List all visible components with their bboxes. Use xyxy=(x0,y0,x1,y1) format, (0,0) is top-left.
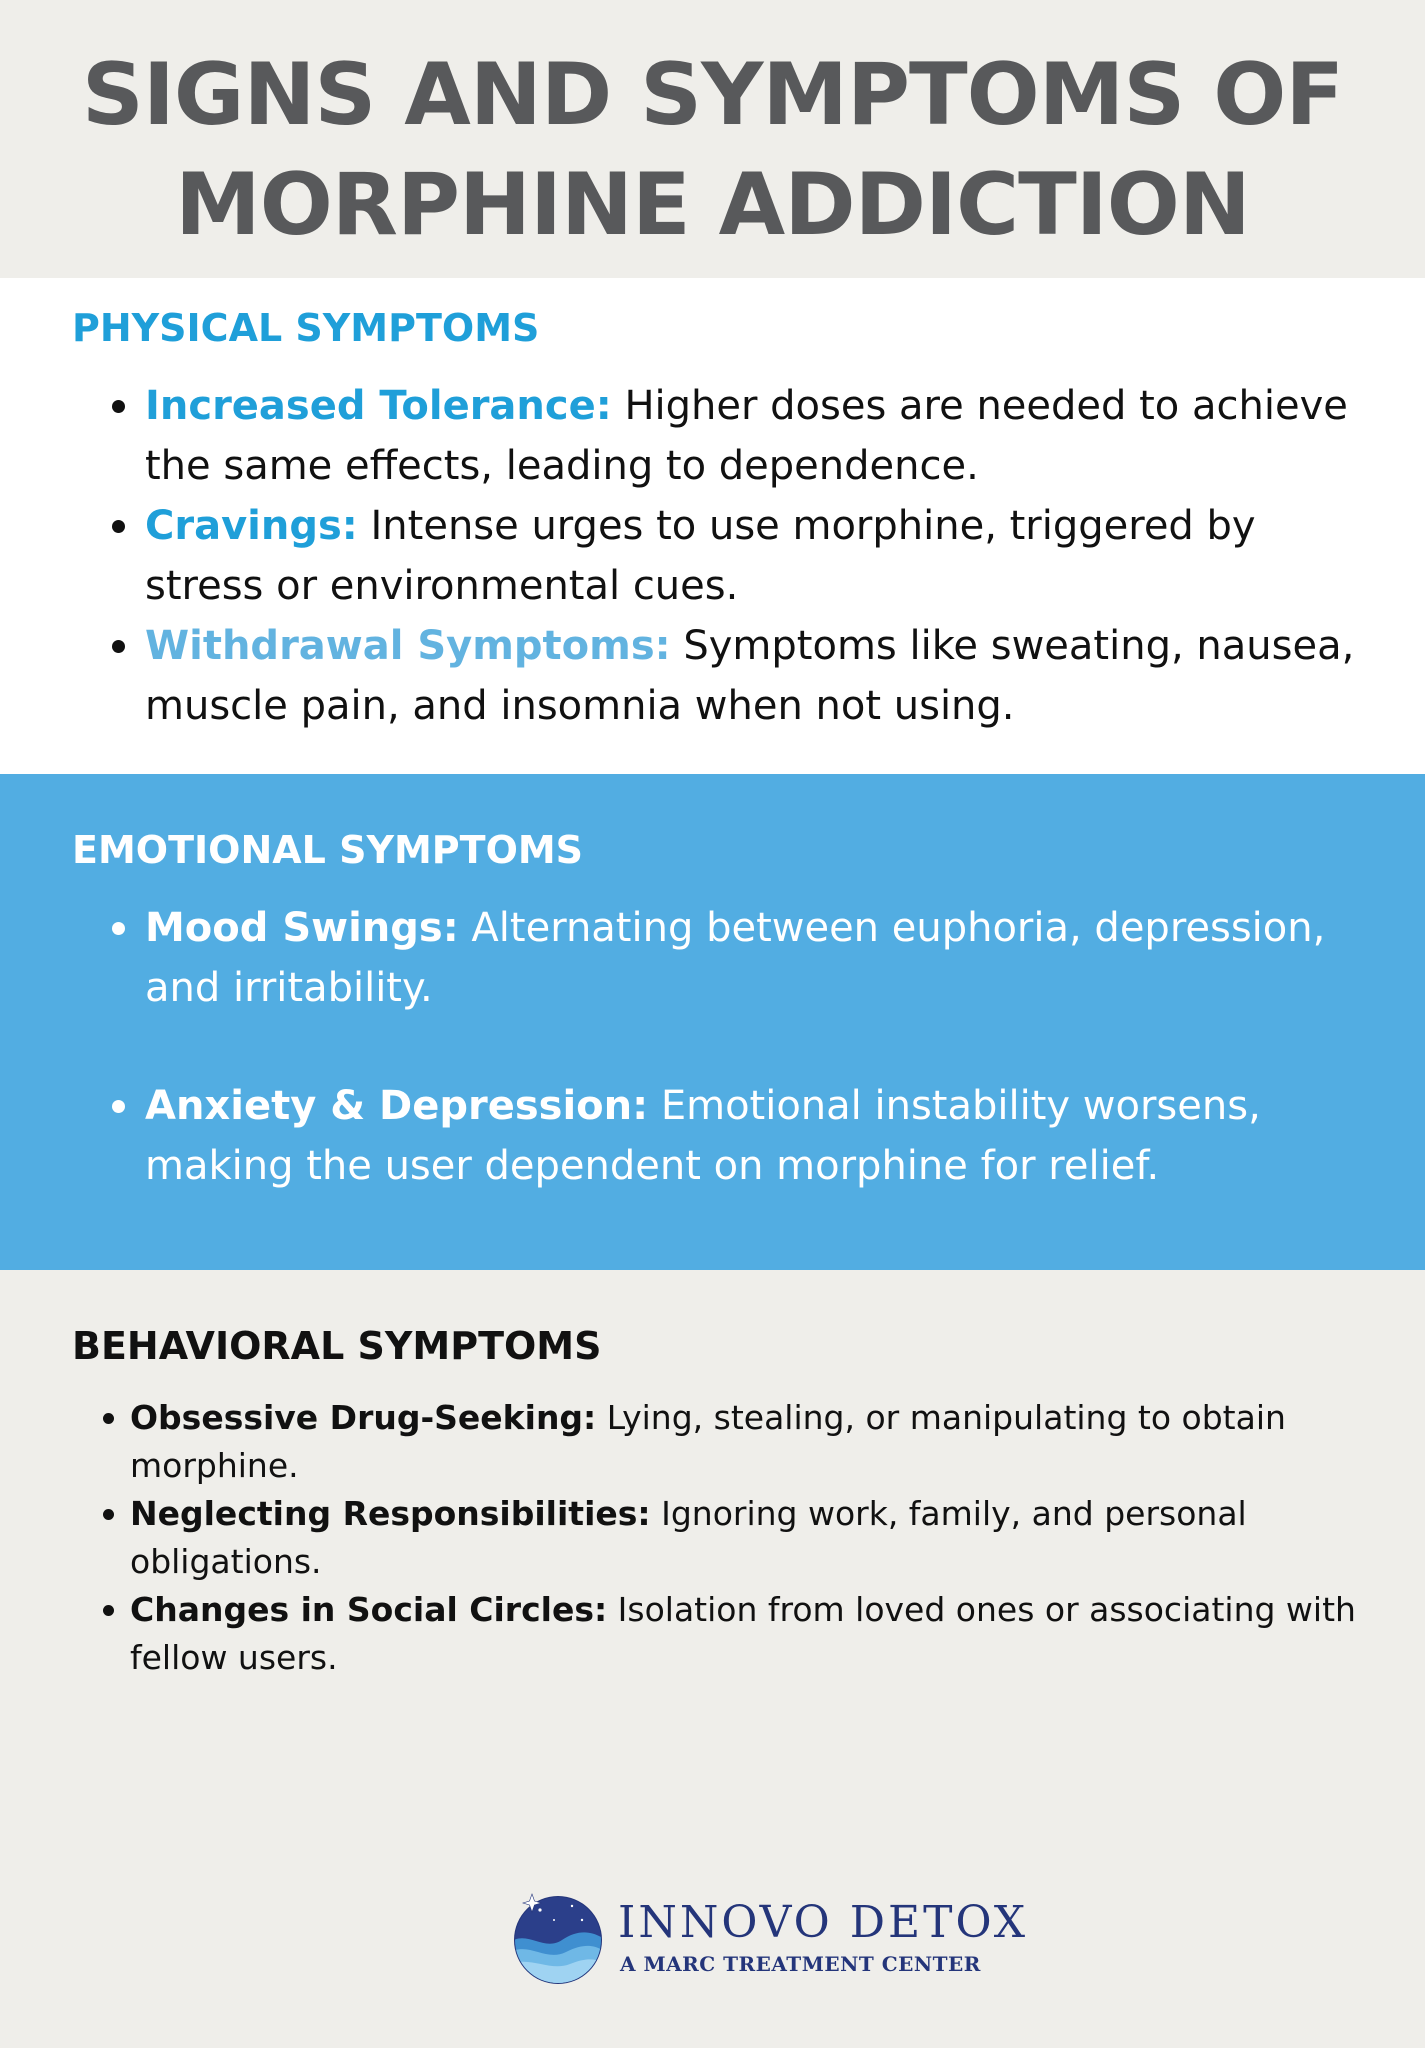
physical-symptoms-section xyxy=(0,278,1425,774)
item-lead: Increased Tolerance: xyxy=(145,383,612,429)
item-text: Emotional instability worsens, making the user dependent on morphine for relief. xyxy=(145,1083,1261,1189)
item-text: Intense urges to use morphine, triggered by stress or environmental cues. xyxy=(145,503,1256,609)
logo-name: INNOVO DETOX xyxy=(618,1897,1029,1948)
header xyxy=(0,0,1425,278)
list-item xyxy=(145,496,1365,616)
item-lead: Withdrawal Symptoms: xyxy=(145,623,671,669)
emotional-symptoms-section xyxy=(0,774,1425,1270)
list-item xyxy=(145,1076,1365,1196)
list-item xyxy=(130,1490,1370,1586)
title-line-2: MORPHINE ADDICTION xyxy=(175,155,1250,255)
physical-symptoms-heading: PHYSICAL SYMPTOMS xyxy=(72,306,540,350)
innovo-detox-logo xyxy=(510,1890,1030,1990)
emotional-symptoms-list xyxy=(145,898,1365,1196)
behavioral-symptoms-heading: BEHAVIORAL SYMPTOMS xyxy=(72,1324,602,1368)
behavioral-symptoms-list xyxy=(130,1394,1370,1682)
emotional-symptoms-heading: EMOTIONAL SYMPTOMS xyxy=(72,828,584,872)
item-lead: Obsessive Drug-Seeking: xyxy=(130,1398,597,1437)
list-item xyxy=(145,376,1365,496)
item-text: Isolation from loved ones or associating with fellow users. xyxy=(130,1590,1356,1677)
list-item xyxy=(145,898,1365,1018)
list-item xyxy=(130,1394,1370,1490)
title-line-1: SIGNS AND SYMPTOMS OF xyxy=(81,45,1344,145)
item-text: Symptoms like sweating, nausea, muscle pain, and insomnia when not using. xyxy=(145,623,1355,729)
logo-tagline: A MARC TREATMENT CENTER xyxy=(620,1952,981,1976)
item-lead: Changes in Social Circles: xyxy=(130,1590,608,1629)
item-text: Alternating between euphoria, depression, and irritability. xyxy=(145,905,1326,1011)
item-text: Lying, stealing, or manipulating to obtain morphine. xyxy=(130,1398,1286,1485)
page-title xyxy=(0,40,1425,260)
list-item xyxy=(130,1586,1370,1682)
item-lead: Cravings: xyxy=(145,503,358,549)
item-lead: Mood Swings: xyxy=(145,905,459,951)
item-text: Ignoring work, family, and personal obligations. xyxy=(130,1494,1247,1581)
item-lead: Anxiety & Depression: xyxy=(145,1083,649,1129)
item-text: Higher doses are needed to achieve the same effects, leading to dependence. xyxy=(145,383,1348,489)
item-lead: Neglecting Responsibilities: xyxy=(130,1494,651,1533)
wave-globe-logo-icon xyxy=(510,1890,606,1986)
list-item xyxy=(145,616,1365,736)
physical-symptoms-list xyxy=(145,376,1365,736)
